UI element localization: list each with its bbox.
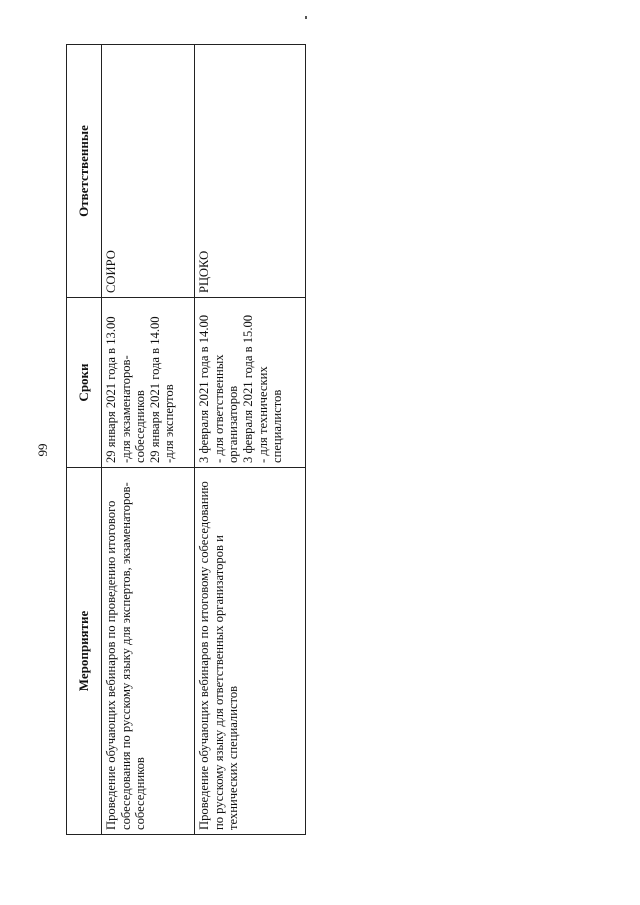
page-number: 99 — [35, 443, 50, 457]
header-responsible: Ответственные — [67, 45, 102, 298]
event-cell: Проведение обучающих вебинаров по проведению итогового собеседования по русскому языку для экспертов, экзаменаторов-собеседников — [102, 468, 195, 835]
table-row — [102, 45, 195, 835]
dates-line: 29 января 2021 года в 13.00 — [104, 316, 118, 463]
responsible-cell: СОИРО — [102, 45, 195, 298]
header-event: Мероприятие — [67, 468, 102, 835]
events-table — [66, 44, 306, 835]
dates-line: - для технических — [255, 366, 270, 463]
table-header-row — [67, 45, 102, 835]
dates-line: организаторов — [226, 385, 241, 463]
rotated-table-container — [66, 45, 306, 835]
header-dates: Сроки — [67, 298, 102, 468]
dates-line: 3 февраля 2021 года в 14.00 — [197, 314, 212, 463]
dates-line: - для ответственных — [211, 354, 226, 463]
dates-line: собеседников — [133, 390, 148, 463]
dates-line: 3 февраля 2021 года в 15.00 — [241, 314, 256, 463]
dates-cell — [102, 298, 195, 468]
dates-line: -для экзаменаторов- — [118, 355, 133, 463]
dates-line: -для экспертов — [162, 384, 177, 463]
dates-line: специалистов — [270, 389, 285, 463]
dates-line: 29 января 2021 года в 14.00 — [147, 316, 162, 463]
scan-speck — [305, 16, 307, 19]
event-cell: Проведение обучающих вебинаров по итоговому собеседованию по русскому языку для ответственных организаторов и технических специалистов — [195, 468, 306, 835]
table-row — [195, 45, 306, 835]
dates-cell — [195, 298, 306, 468]
responsible-cell: РЦОКО — [195, 45, 306, 298]
